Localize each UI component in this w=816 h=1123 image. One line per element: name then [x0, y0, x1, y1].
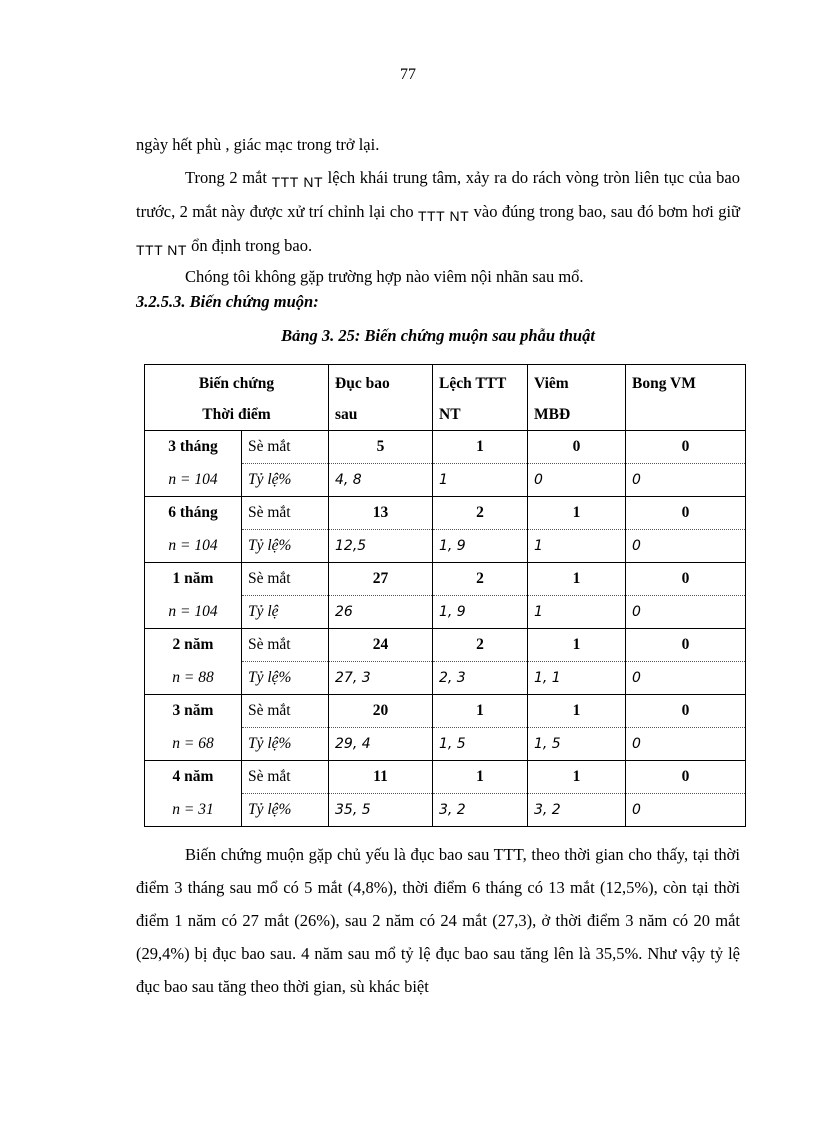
paragraph-2-text: vào đúng trong bao, sau đó bơm hơi giữ [469, 202, 740, 221]
sample-size [145, 530, 242, 563]
count-cell: 1 [528, 761, 626, 794]
complications-table [144, 364, 746, 827]
count-cell: 2 [433, 563, 528, 596]
paragraph-2-text: Trong 2 mắt [185, 168, 272, 187]
count-cell: 1 [528, 629, 626, 662]
sample-size-prefix: n [172, 800, 181, 818]
rate-cell: 35, 5 [329, 794, 433, 827]
count-label: Sè mắt [242, 563, 329, 596]
count-label: Sè mắt [242, 761, 329, 794]
rate-cell: 0 [626, 464, 746, 497]
header-text: Lệch TTT [439, 375, 507, 392]
rate-cell: 3, 2 [528, 794, 626, 827]
rate-label: Tỷ lệ% [242, 662, 329, 695]
table-row [145, 662, 746, 695]
count-cell: 2 [433, 497, 528, 530]
table-row [145, 761, 746, 794]
sample-size-prefix: n [172, 734, 181, 752]
header-col-lech-ttt [433, 365, 528, 431]
rate-cell: 1 [528, 530, 626, 563]
count-cell: 0 [626, 497, 746, 530]
paragraph-2-text: lệch khái trung tâm, xảy ra do rách vòng tròn liên tục của bao trước, 2 mắt này được xử trí chỉnh lại cho [136, 168, 740, 221]
count-cell: 0 [626, 629, 746, 662]
count-label: Sè mắt [242, 629, 329, 662]
sample-size-value: = 31 [183, 800, 214, 818]
sample-size-value: n = 104 [168, 536, 218, 554]
rate-label: Tỷ lệ% [242, 530, 329, 563]
table-row [145, 464, 746, 497]
rate-label: Tỷ lệ [242, 596, 329, 629]
count-cell: 1 [433, 695, 528, 728]
sample-size [145, 464, 242, 497]
count-cell: 0 [626, 563, 746, 596]
paragraph-2 [136, 161, 740, 263]
header-text: NT [439, 406, 461, 423]
table-row [145, 563, 746, 596]
header-text: Đục bao [335, 375, 390, 392]
count-cell: 13 [329, 497, 433, 530]
count-cell: 1 [433, 761, 528, 794]
rate-cell: 1, 5 [433, 728, 528, 761]
count-cell: 1 [433, 431, 528, 464]
timepoint-label: 3 năm [145, 695, 242, 728]
sample-size [145, 662, 242, 695]
sample-size [145, 794, 242, 827]
rate-cell: 0 [626, 794, 746, 827]
rate-cell: 0 [626, 662, 746, 695]
timepoint-label: 1 năm [145, 563, 242, 596]
rate-cell: 3, 2 [433, 794, 528, 827]
rate-label: Tỷ lệ% [242, 464, 329, 497]
paragraph-3: Chóng tôi không gặp trường hợp nào viêm nội nhãn sau mổ. [185, 267, 584, 286]
table-row [145, 530, 746, 563]
count-cell: 0 [626, 761, 746, 794]
count-cell: 2 [433, 629, 528, 662]
count-cell: 11 [329, 761, 433, 794]
table-row [145, 695, 746, 728]
header-col-bong-vm [626, 365, 746, 431]
count-cell: 5 [329, 431, 433, 464]
count-cell: 0 [626, 695, 746, 728]
paragraph-1: ngày hết phù , giác mạc trong trở lại. [136, 135, 380, 154]
table-row [145, 629, 746, 662]
timepoint-label: 6 tháng [145, 497, 242, 530]
table-row [145, 497, 746, 530]
table-row [145, 596, 746, 629]
timepoint-label: 3 tháng [145, 431, 242, 464]
table-header-row [145, 365, 746, 431]
header-corner-line2: Thời điểm [202, 406, 271, 423]
rate-cell: 27, 3 [329, 662, 433, 695]
count-cell: 0 [528, 431, 626, 464]
count-cell: 1 [528, 497, 626, 530]
ttt-nt-term: TTT NT [136, 242, 187, 258]
rate-cell: 0 [626, 596, 746, 629]
header-text: Bong VM [632, 375, 696, 392]
rate-cell: 1, 9 [433, 530, 528, 563]
timepoint-label: 4 năm [145, 761, 242, 794]
timepoint-label: 2 năm [145, 629, 242, 662]
rate-cell: 1, 5 [528, 728, 626, 761]
rate-cell: 0 [626, 530, 746, 563]
count-label: Sè mắt [242, 497, 329, 530]
rate-label: Tỷ lệ% [242, 794, 329, 827]
sample-size-prefix: n [172, 668, 181, 686]
page-number: 77 [400, 66, 416, 83]
count-cell: 20 [329, 695, 433, 728]
count-cell: 1 [528, 563, 626, 596]
table-row [145, 431, 746, 464]
rate-cell: 26 [329, 596, 433, 629]
sample-size-value: = 104 [180, 470, 218, 488]
paragraph-4: Biến chứng muộn gặp chủ yếu là đục bao sau TTT, theo thời gian cho thấy, tại thời điểm 3 tháng sau mổ có 5 mắt (4,8%), thời điểm 6 tháng có 13 mắt (12,5%), còn tại thời điểm 1 năm có 27 mắt (26%), sau 2 năm có 24 mắt (27,3), ở thời điểm 3 năm có 20 mắt (29,4%) bị đục bao sau. 4 năm sau mổ tỷ lệ đục bao sau tăng lên là 35,5%. Như vậy tỷ lệ đục bao sau tăng theo thời gian, sù khác biệt [136, 845, 740, 996]
table-caption: Bảng 3. 25: Biến chứng muộn sau phẫu thuật [281, 326, 595, 345]
table-body [145, 431, 746, 827]
header-corner [145, 365, 329, 431]
rate-cell: 1, 9 [433, 596, 528, 629]
header-col-viem-mbd [528, 365, 626, 431]
paragraph-2-text: ổn định trong bao. [186, 236, 313, 255]
rate-cell: 0 [626, 728, 746, 761]
sample-size-value: n = 104 [168, 602, 218, 620]
sample-size-value: = 88 [183, 668, 214, 686]
header-text: Viêm [534, 375, 569, 392]
header-text: sau [335, 406, 358, 423]
rate-cell: 12,5 [329, 530, 433, 563]
count-label: Sè mắt [242, 695, 329, 728]
section-heading: 3.2.5.3. Biến chứng muộn: [136, 292, 319, 311]
rate-cell: 29, 4 [329, 728, 433, 761]
rate-cell: 0 [528, 464, 626, 497]
count-label: Sè mắt [242, 431, 329, 464]
rate-cell: 2, 3 [433, 662, 528, 695]
count-cell: 1 [528, 695, 626, 728]
rate-label: Tỷ lệ% [242, 728, 329, 761]
rate-cell: 1 [433, 464, 528, 497]
count-cell: 0 [626, 431, 746, 464]
sample-size [145, 596, 242, 629]
table-row [145, 794, 746, 827]
header-col-duc-bao-sau [329, 365, 433, 431]
count-cell: 27 [329, 563, 433, 596]
ttt-nt-term: TTT NT [271, 174, 324, 190]
header-corner-line1: Biến chứng [198, 375, 275, 392]
sample-size-prefix: n [168, 470, 177, 488]
rate-cell: 4, 8 [329, 464, 433, 497]
ttt-nt-term: TTT NT [418, 208, 470, 224]
count-cell: 24 [329, 629, 433, 662]
rate-cell: 1 [528, 596, 626, 629]
table-row [145, 728, 746, 761]
sample-size [145, 728, 242, 761]
header-text: MBĐ [534, 406, 571, 423]
rate-cell: 1, 1 [528, 662, 626, 695]
sample-size-value: = 68 [183, 734, 214, 752]
